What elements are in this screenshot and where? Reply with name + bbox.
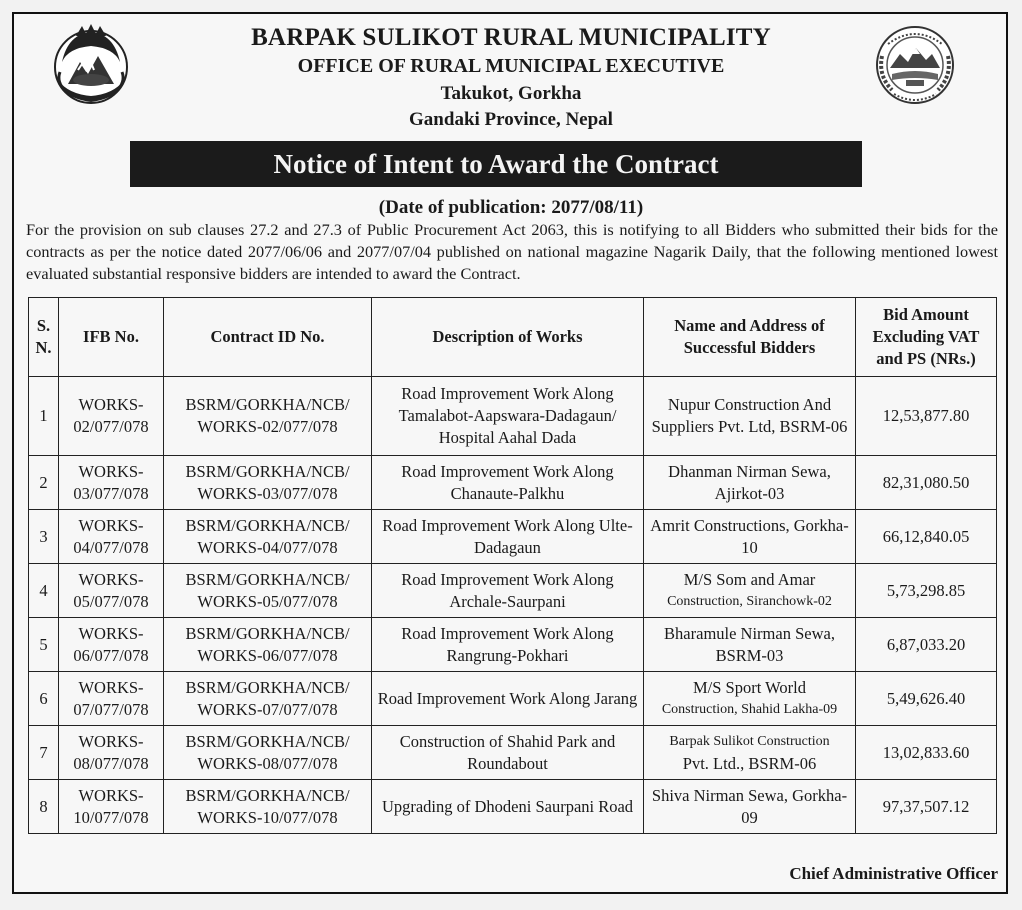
cell-description: Road Improvement Work Along Tamalabot-Aapswara-Dadagaun/ Hospital Aahal Dada <box>372 377 644 456</box>
col-header-bidder: Name and Address of Successful Bidders <box>644 298 856 377</box>
cell-amount: 5,49,626.40 <box>856 672 997 726</box>
cell-contract: BSRM/GORKHA/NCB/ WORKS-06/077/078 <box>164 618 372 672</box>
cell-amount: 6,87,033.20 <box>856 618 997 672</box>
table-header-row <box>29 298 997 377</box>
cell-ifb: WORKS- 03/077/078 <box>59 456 164 510</box>
col-header-ifb: IFB No. <box>59 298 164 377</box>
cell-bidder <box>644 564 856 618</box>
bidder-address: Pvt. Ltd., BSRM-06 <box>682 753 817 773</box>
award-table <box>28 297 997 834</box>
cell-sn: 6 <box>29 672 59 726</box>
table-row <box>29 377 997 456</box>
cell-description: Road Improvement Work Along Chanaute-Palkhu <box>372 456 644 510</box>
cell-sn: 4 <box>29 564 59 618</box>
cell-bidder <box>644 726 856 780</box>
cell-sn: 3 <box>29 510 59 564</box>
cell-bidder: Shiva Nirman Sewa, Gorkha-09 <box>644 780 856 834</box>
cell-sn: 7 <box>29 726 59 780</box>
bidder-name: M/S Som and Amar <box>683 569 816 589</box>
cell-contract: BSRM/GORKHA/NCB/ WORKS-08/077/078 <box>164 726 372 780</box>
publication-date: (Date of publication: 2077/08/11) <box>378 197 644 218</box>
table-row <box>29 780 997 834</box>
table-row <box>29 564 997 618</box>
cell-amount: 97,37,507.12 <box>856 780 997 834</box>
cell-sn: 1 <box>29 377 59 456</box>
cell-contract: BSRM/GORKHA/NCB/ WORKS-10/077/078 <box>164 780 372 834</box>
office-province: Gandaki Province, Nepal <box>409 109 613 130</box>
cell-description: Road Improvement Work Along Archale-Saurpani <box>372 564 644 618</box>
office-location: Takukot, Gorkha <box>440 83 582 104</box>
notice-intro: For the provision on sub clauses 27.2 and 27.3 of Public Procurement Act 2063, this is notifying to all Bidders who submitted their bids for the contracts as per the notice dated 2077/06/06 and 2077/07/04 published on national magazine Nagarik Daily, that the following mentioned lowest evaluated substantial responsive bidders are intended to award the Contract. <box>26 220 998 283</box>
table-row <box>29 510 997 564</box>
cell-amount: 12,53,877.80 <box>856 377 997 456</box>
cell-ifb: WORKS- 06/077/078 <box>59 618 164 672</box>
bidder-address: Construction, Shahid Lakha-09 <box>661 701 838 717</box>
col-header-description: Description of Works <box>372 298 644 377</box>
cell-ifb: WORKS- 05/077/078 <box>59 564 164 618</box>
cell-ifb: WORKS- 07/077/078 <box>59 672 164 726</box>
cell-bidder <box>644 672 856 726</box>
cell-bidder: Bharamule Nirman Sewa, BSRM-03 <box>644 618 856 672</box>
cell-description: Upgrading of Dhodeni Saurpani Road <box>372 780 644 834</box>
cell-contract: BSRM/GORKHA/NCB/ WORKS-02/077/078 <box>164 377 372 456</box>
bidder-name: M/S Sport World <box>693 677 806 697</box>
cell-description: Road Improvement Work Along Ulte-Dadagaun <box>372 510 644 564</box>
bidder-address: Construction, Siranchowk-02 <box>667 593 832 609</box>
municipality-name: BARPAK SULIKOT RURAL MUNICIPALITY <box>251 24 771 51</box>
cell-amount: 66,12,840.05 <box>856 510 997 564</box>
cell-ifb: WORKS- 02/077/078 <box>59 377 164 456</box>
signatory-title: Chief Administrative Officer <box>789 864 998 883</box>
notice-title: Notice of Intent to Award the Contract <box>130 141 862 187</box>
cell-contract: BSRM/GORKHA/NCB/ WORKS-04/077/078 <box>164 510 372 564</box>
table-row <box>29 456 997 510</box>
cell-ifb: WORKS- 04/077/078 <box>59 510 164 564</box>
cell-bidder: Amrit Constructions, Gorkha-10 <box>644 510 856 564</box>
col-header-sn: S. N. <box>29 298 59 377</box>
cell-amount: 82,31,080.50 <box>856 456 997 510</box>
cell-description: Construction of Shahid Park and Roundabout <box>372 726 644 780</box>
col-header-amount: Bid Amount Excluding VAT and PS (NRs.) <box>856 298 997 377</box>
cell-contract: BSRM/GORKHA/NCB/ WORKS-05/077/078 <box>164 564 372 618</box>
cell-sn: 5 <box>29 618 59 672</box>
cell-bidder: Dhanman Nirman Sewa, Ajirkot-03 <box>644 456 856 510</box>
cell-ifb: WORKS- 08/077/078 <box>59 726 164 780</box>
bidder-name: Barpak Sulikot Construction <box>669 733 830 749</box>
cell-contract: BSRM/GORKHA/NCB/ WORKS-07/077/078 <box>164 672 372 726</box>
col-header-contract: Contract ID No. <box>164 298 372 377</box>
table-row <box>29 726 997 780</box>
cell-sn: 2 <box>29 456 59 510</box>
cell-contract: BSRM/GORKHA/NCB/ WORKS-03/077/078 <box>164 456 372 510</box>
office-name: OFFICE OF RURAL MUNICIPAL EXECUTIVE <box>297 55 725 77</box>
cell-amount: 13,02,833.60 <box>856 726 997 780</box>
cell-ifb: WORKS- 10/077/078 <box>59 780 164 834</box>
cell-bidder: Nupur Construction And Suppliers Pvt. Ltd, BSRM-06 <box>644 377 856 456</box>
cell-sn: 8 <box>29 780 59 834</box>
cell-amount: 5,73,298.85 <box>856 564 997 618</box>
cell-description: Road Improvement Work Along Rangrung-Pokhari <box>372 618 644 672</box>
table-row <box>29 618 997 672</box>
table-row <box>29 672 997 726</box>
cell-description: Road Improvement Work Along Jarang <box>372 672 644 726</box>
